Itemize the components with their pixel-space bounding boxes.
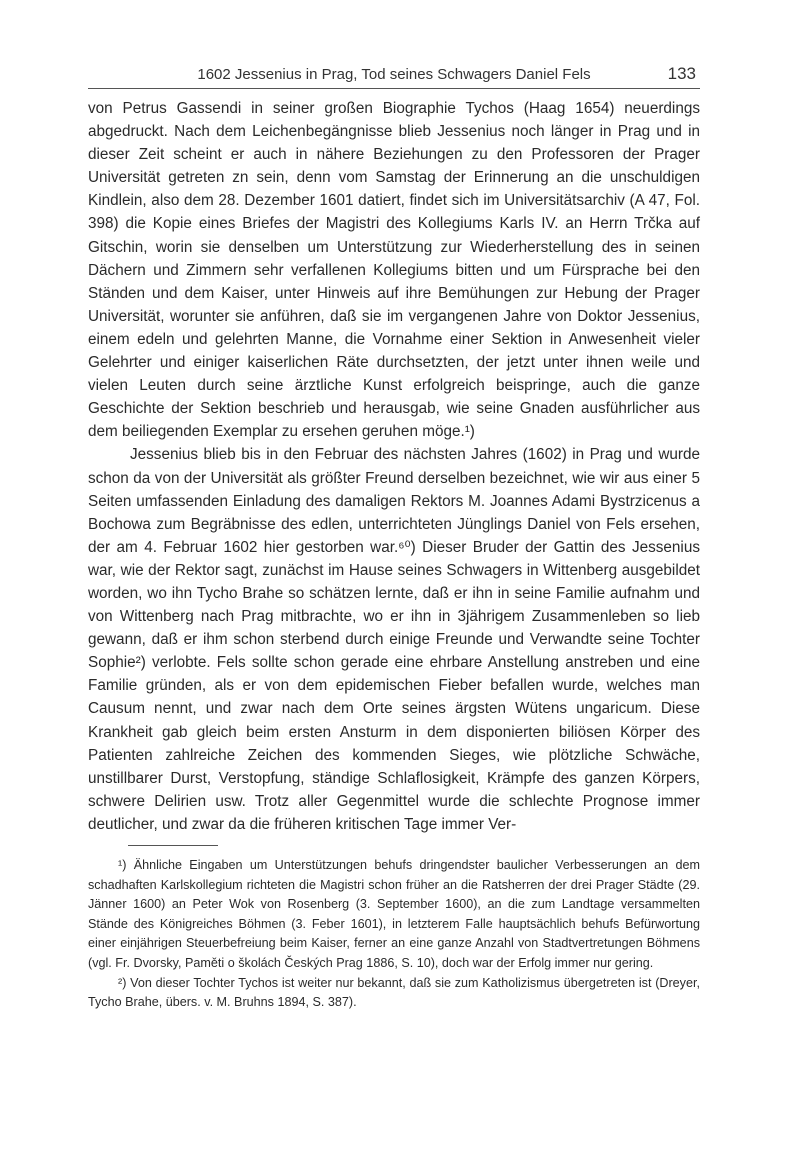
paragraph-1: von Petrus Gassendi in seiner großen Biographie Tychos (Haag 1654) neuerdings abgedruckt. Nach dem Leichenbegängnisse blieb Jessenius noch länger in Prag und in dieser Zeit scheint er auch in nähere Beziehungen zu den Professoren der Prager Universität getreten zn sein, denn vom Samstag der Erinnerung an die unschuldigen Kindlein, also dem 28. Dezember 1601 datiert, findet sich im Universitätsarchiv (A 47, Fol. 398) die Kopie eines Briefes der Magistri des Kollegiums Karls IV. an Herrn Trčka auf Gitschin, worin sie denselben um Unterstützung zur Wiederherstellung des in seinen Dächern und Zimmern sehr verfallenen Kollegiums bitten und um Fürsprache bei den Ständen und dem Kaiser, unter Hinweis auf ihre Bemühungen zur Hebung der Prager Universität, worunter sie anführen, daß sie im vergangenen Jahre von Doktor Jessenius, einem edeln und gelehrten Manne, die Vornahme einer Sektion in Anwesenheit vieler Gelehrter und einiger kaiserlichen Räte durchsetzten, der jetzt unter ihnen weile und vielen Leuten durch seine ärztliche Kunst erfolgreich beispringe, auch die ganze Geschichte der Sektion beschrieb und herausgab, wie seine Gnaden ausführlicher aus dem beiliegenden Exemplar zu ersehen geruhen möge.¹) (88, 100, 700, 441)
footnote-1: ¹) Ähnliche Eingaben um Unterstützungen behufs dringendster baulicher Verbesserungen an dem schadhaften Karlskollegium richteten die Magistri schon früher an die Ratsherren der drei Prager Städte (29. Jänner 1600) an Peter Wok von Rosenberg (3. September 1600), an die zum Landtage versammelten Stände des Königreiches Böhmen (3. Feber 1601), in letzterem Falle hauptsächlich behufs Befürwortung einer einjährigen Steuerbefreiung beim Kaiser, ferner an eine ganze Anzahl von Stadtvertretungen Böhmens (vgl. Fr. Dvorsky, Paměti o školách Českých Prag 1886, S. 10), doch war der Erfolg immer nur gering. (88, 858, 700, 970)
running-head (88, 60, 700, 89)
footnote-2: ²) Von dieser Tochter Tychos ist weiter nur bekannt, daß sie zum Katholizismus übergetreten ist (Dreyer, Tycho Brahe, übers. v. M. Bruhns 1894, S. 387). (88, 975, 700, 1010)
body-text (88, 97, 700, 836)
running-head-title: 1602 Jessenius in Prag, Tod seines Schwagers Daniel Fels (197, 66, 591, 83)
book-page (88, 60, 700, 1013)
footnote-separator (128, 845, 218, 846)
paragraph-2: Jessenius blieb bis in den Februar des nächsten Jahres (1602) in Prag und wurde schon da von der Universität als größter Freund derselben bezeichnet, wie wir aus einer 5 Seiten umfassenden Einladung des damaligen Rektors M. Joannes Adami Bystrzicenus a Bochowa zum Begräbnisse des edlen, unterrichteten Jünglings Daniel von Fels ersehen, der am 4. Februar 1602 hier gestorben war.⁶⁰) Dieser Bruder der Gattin des Jessenius war, wie der Rektor sagt, zunächst im Hause seines Schwagers in Wittenberg ausgebildet worden, wo ihn Tycho Brahe so schätzen lernte, daß er ihn in seine Familie aufnahm und von Wittenberg nach Prag mitbrachte, wo er ihn in 3jährigem Zusammenleben so lieb gewann, daß er ihm schon sterbend durch einige Freunde und Verwandte seine Tochter Sophie²) verlobte. Fels sollte schon gerade eine ehrbare Anstellung anstreben und eine Familie gründen, als er von dem epidemischen Fieber befallen wurde, welches man Causum nennt, und zwar nach dem Orte seines ärgsten Wütens ungaricum. Diese Krankheit gab gleich beim ersten Ansturm in dem disponierten biliösen Körper des Patienten zahlreiche Zeichen des kommenden Sieges, wie plötzliche Schwäche, unstillbarer Durst, Verstopfung, ständige Schlaflosigkeit, Krämpfe des ganzen Körpers, schwere Delirien usw. Trotz aller Gegenmittel wurde die schlechte Prognose immer deutlicher, und zwar da die früheren kritischen Tage immer Ver- (88, 446, 700, 833)
page-number: 133 (667, 64, 696, 83)
footnotes (88, 856, 700, 1013)
